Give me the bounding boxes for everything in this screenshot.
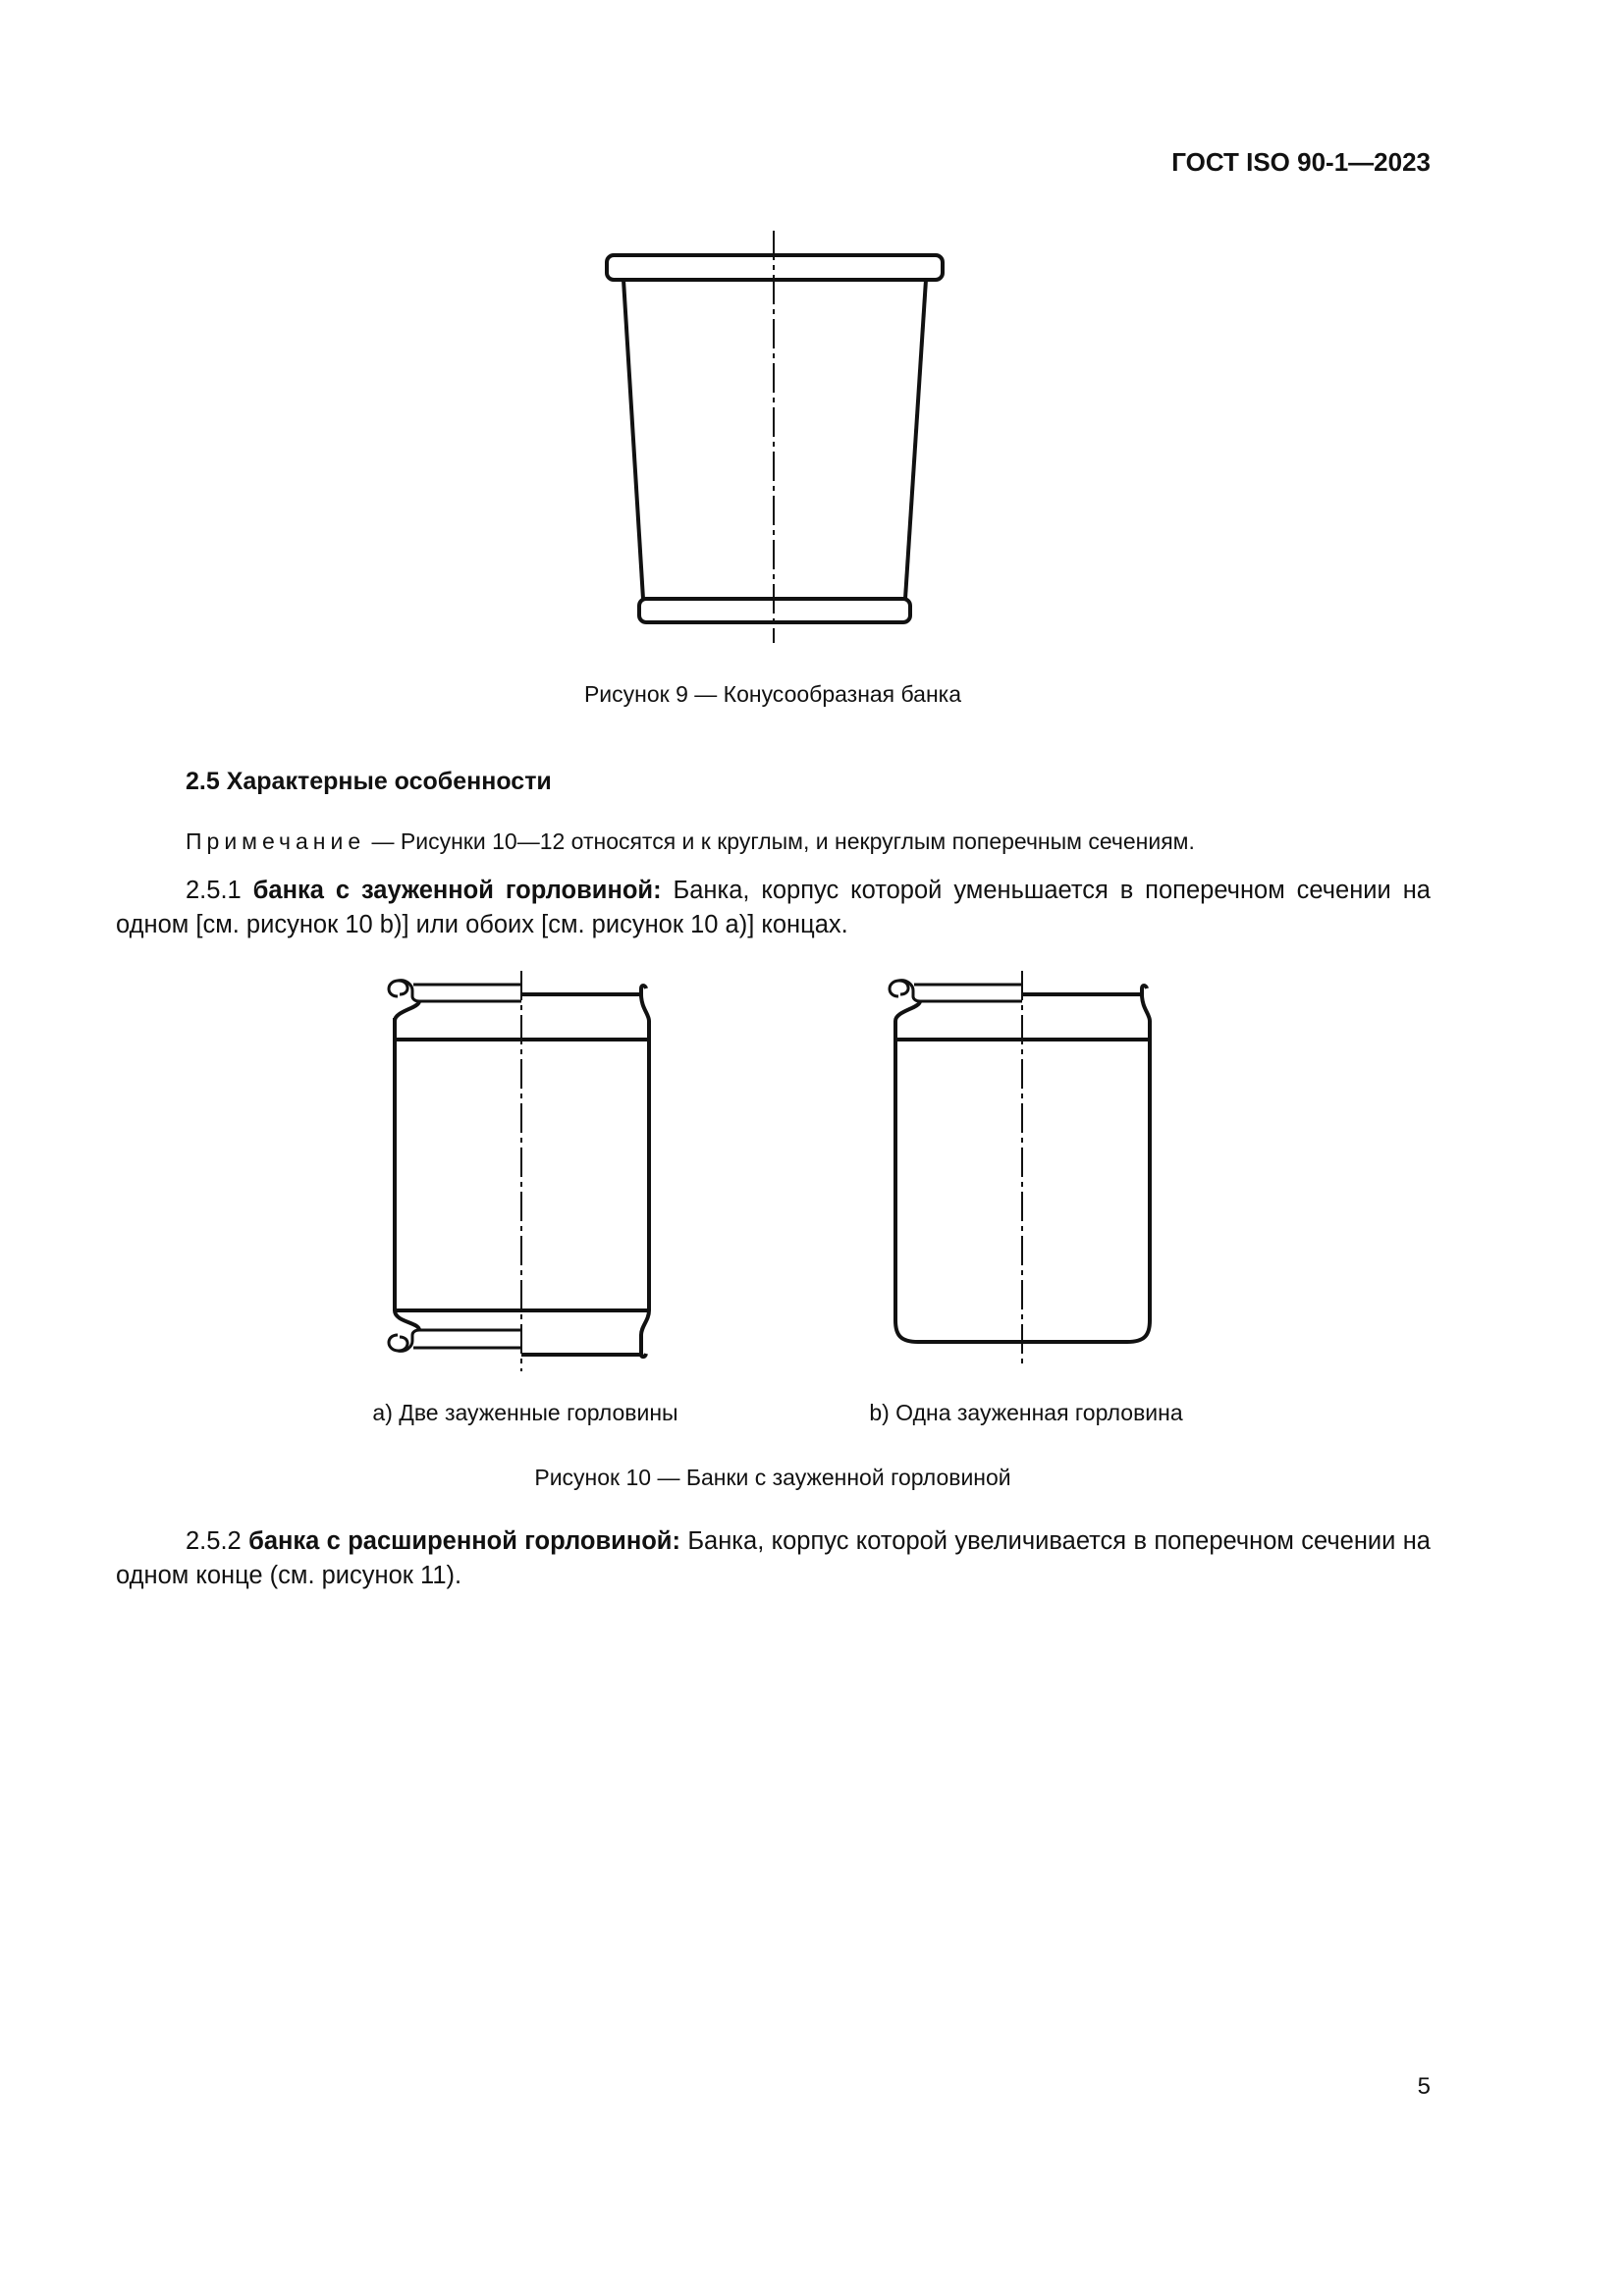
page-number: 5 [1417, 2073, 1431, 2100]
term-expanded-neck-can: банка с расширенной горловиной: [248, 1527, 680, 1555]
figure-9-conical-can-drawing [589, 226, 982, 658]
para-text: Банка, корпус которой увеличивается в поперечном сечении на одном конце (см. рисунок 11). [116, 1527, 1431, 1589]
para-number: 2.5.2 [186, 1527, 242, 1555]
para-text: Банка, корпус которой уменьшается в поперечном сечении на одном [см. рисунок 10 b)] или обоих [см. рисунок 10 а)] концах. [116, 877, 1431, 938]
figure-10b-subcaption: b) Одна зауженная горловина [869, 1400, 1183, 1425]
paragraph-2-5-2 [116, 1524, 1431, 1593]
document-header: ГОСТ ISO 90-1—2023 [1171, 147, 1431, 177]
note [186, 828, 1195, 855]
figure-10a-two-necked-ends-drawing [378, 967, 673, 1379]
figure-10a-subcaption: а) Две зауженные горловины [372, 1400, 678, 1425]
note-text: Рисунки 10—12 относятся и к круглым, и некруглым поперечным сечениям. [400, 828, 1195, 854]
section-heading: 2.5 Характерные особенности [186, 768, 552, 795]
term-narrowed-neck-can: банка с зауженной горловиной: [252, 877, 662, 904]
figure-10-caption: Рисунок 10 — Банки с зауженной горловиной [534, 1465, 1011, 1490]
note-dash: — [371, 828, 395, 854]
para-number: 2.5.1 [186, 877, 242, 904]
note-label: Примечание [186, 828, 366, 854]
figure-10b-one-necked-end-drawing [879, 967, 1173, 1379]
paragraph-2-5-1 [116, 874, 1431, 942]
figure-9-caption: Рисунок 9 — Конусообразная банка [583, 681, 962, 707]
